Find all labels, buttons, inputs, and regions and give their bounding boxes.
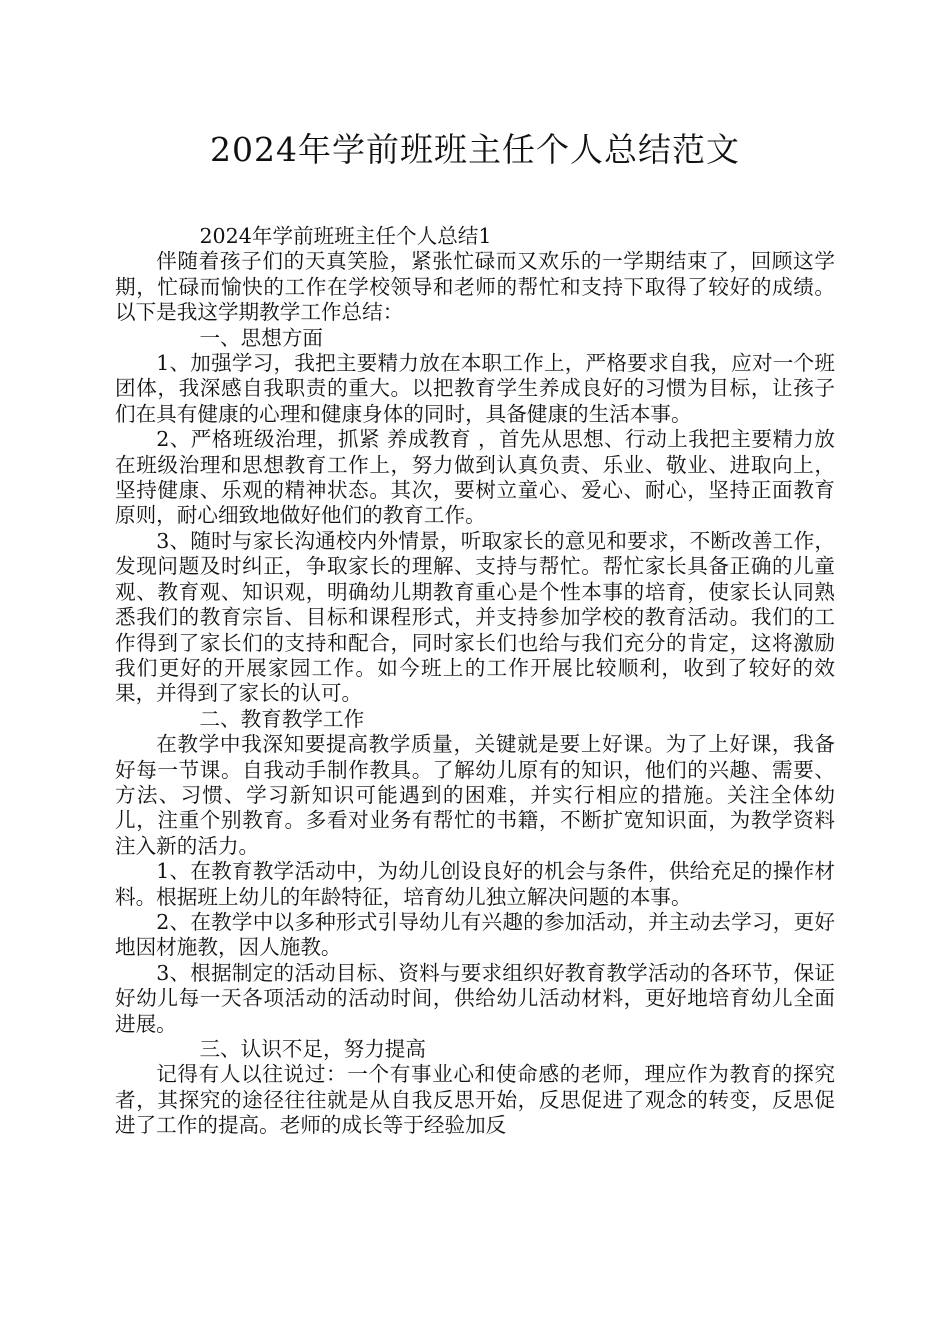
paragraph: 在教学中我深知要提高教学质量，关键就是要上好课。为了上好课，我备好每一节课。自我动手制作教具。了解幼儿原有的知识，他们的兴趣、需要、方法、习惯、学习新知识可能遇到的困难，并实行相应的措施。关注全体幼儿，注重个别教育。多看对业务有帮忙的书籍，不断扩宽知识面，为教学资料注入新的活力。 [115,732,835,858]
section-heading: 三、认识不足，努力提高 [199,1037,426,1061]
paragraph: 伴随着孩子们的天真笑脸，紧张忙碌而又欢乐的一学期结束了，回顾这学期，忙碌而愉快的工作在学校领导和老师的帮忙和支持下取得了较好的成绩。以下是我这学期教学工作总结： [115,249,835,325]
paragraph: 2、在教学中以多种形式引导幼儿有兴趣的参加活动，并主动去学习，更好地因材施教，因人施教。 [115,909,835,960]
document-title: 2024年学前班班主任个人总结范文 [210,130,740,169]
section-heading: 二、教育教学工作 [199,706,365,731]
section-heading: 一、思想方面 [199,325,324,350]
paragraph: 1、在教育教学活动中，为幼儿创设良好的机会与条件，供给充足的操作材料。根据班上幼儿的年龄特征，培育幼儿独立解决问题的本事。 [115,859,835,909]
paragraph: 3、根据制定的活动目标、资料与要求组织好教育教学活动的各环节，保证好幼儿每一天各项活动的活动时间，供给幼儿活动材料，更好地培育幼儿全面进展。 [115,960,835,1036]
document-body [115,224,835,1139]
paragraph: 2、严格班级治理，抓紧 养成教育 ，首先从思想、行动上我把主要精力放在班级治理和思想教育工作上，努力做到认真负责、乐业、敬业、进取向上，坚持健康、乐观的精神状态。其次，要树立童心、爱心、耐心，坚持正面教育原则，耐心细致地做好他们的教育工作。 [115,427,835,528]
paragraph: 记得有人以往说过：一个有事业心和使命感的老师，理应作为教育的探究者，其探究的途径往往就是从自我反思开始，反思促进了观念的转变，反思促进了工作的提高。老师的成长等于经验加反 [115,1062,835,1138]
paragraph: 1、加强学习，我把主要精力放在本职工作上，严格要求自我，应对一个班团体，我深感自我职责的重大。以把教育学生养成良好的习惯为目标，让孩子们在具有健康的心理和健康身体的同时，具备健康的生活本事。 [115,351,835,426]
paragraph: 3、随时与家长沟通校内外情景，听取家长的意见和要求，不断改善工作，发现问题及时纠正，争取家长的理解、支持与帮忙。帮忙家长具备正确的儿童观、教育观、知识观，明确幼儿期教育重心是个性本事的培育，使家长认同熟悉我们的教育宗旨、目标和课程形式，并支持参加学校的教育活动。我们的工作得到了家长们的支持和配合，同时家长们也给与我们充分的肯定，这将激励我们更好的开展家园工作。如今班上的工作开展比较顺利，收到了较好的效果，并得到了家长的认可。 [115,528,835,706]
section-heading: 2024年学前班班主任个人总结1 [199,224,492,248]
